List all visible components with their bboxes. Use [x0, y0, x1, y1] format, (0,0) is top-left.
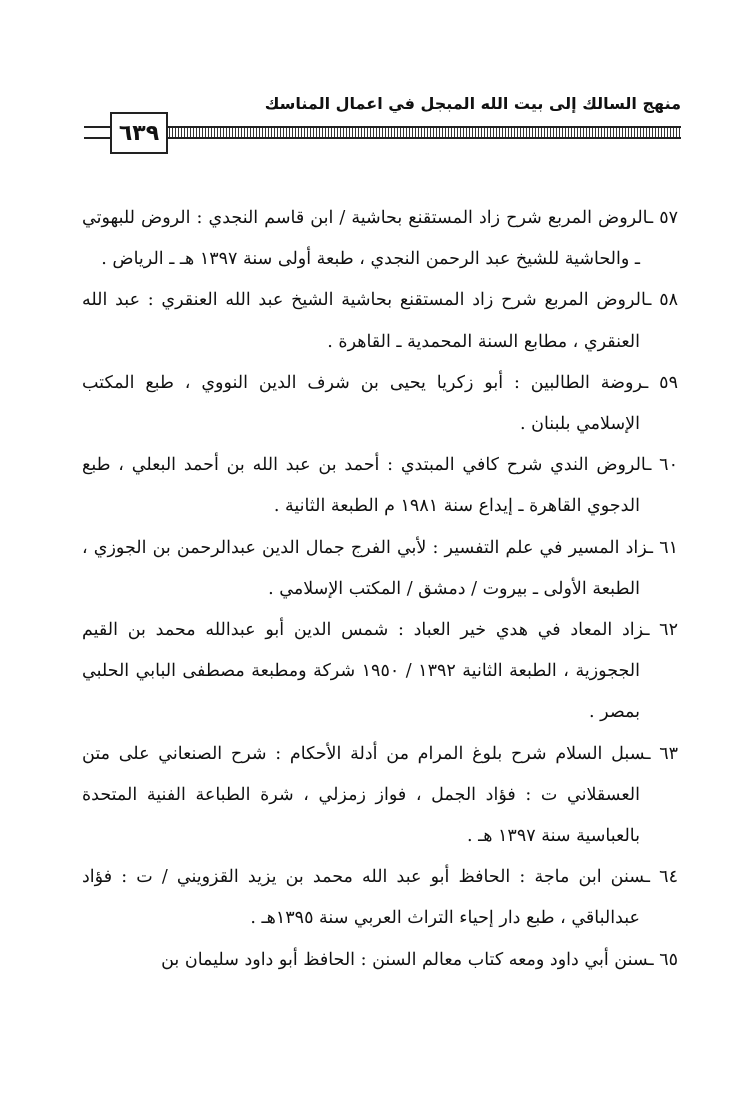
entry-number: ٥٨ ـ — [646, 290, 678, 311]
page-number: ٦٣٩ — [110, 112, 168, 154]
entry-text: سنن أبي داود ومعه كتاب معالم السنن : الحافظ أبو داود سليمان بن — [161, 949, 649, 970]
bibliography-entry — [82, 280, 678, 362]
entry-text: زاد المعاد في هدي خير العباد : شمس الدين أبو عبدالله محمد بن القيم الججوزية ، الطبعة الثانية ١٣٩٢ / ١٩٥٠ شركة ومطبعة مصطفى البابي الحلبي بمصر . — [82, 620, 645, 723]
bibliography-entry — [82, 857, 678, 939]
entry-text: الروض المربع شرح زاد المستقنع بحاشية الشيخ عبد الله العنقري : عبد الله العنقري ، مطابع السنة المحمدية ـ القاهرة . — [82, 290, 647, 352]
entry-number: ٥٩ ـ — [643, 372, 678, 393]
bibliography-entry — [82, 363, 678, 445]
entry-number: ٦٤ ـ — [644, 867, 678, 888]
entry-number: ٦٥ ـ — [648, 949, 678, 970]
entry-number: ٥٧ ـ — [647, 208, 678, 228]
bibliography-entry — [82, 198, 678, 280]
bibliography-entry — [82, 610, 678, 734]
entry-number: ٦١ ـ — [647, 537, 678, 558]
entry-number: ٦٢ ـ — [644, 620, 678, 641]
entry-text: سبل السلام شرح بلوغ المرام من أدلة الأحكام : شرح الصنعاني على متن العسقلاني ت : فؤاد الجمل ، فواز زمزلي ، شرة الطباعة الفنية المتحدة بالعباسية سنة ١٣٩٧ هـ . — [82, 743, 646, 847]
entry-number: ٦٣ ـ — [645, 743, 678, 764]
bibliography-entry — [82, 940, 678, 981]
entry-text: روضة الطالبين : أبو زكريا يحيى بن شرف الدين النووي ، طبع المكتب الإسلامي بلبنان . — [82, 372, 644, 435]
bibliography-entry — [82, 528, 678, 610]
bibliography-list — [82, 198, 678, 981]
entry-text: سنن ابن ماجة : الحافظ أبو عبد الله محمد بن يزيد القزويني / ت : فؤاد عبدالباقي ، طبع دار إحياء التراث العربي سنة ١٣٩٥هـ . — [82, 867, 645, 929]
entry-text: الروض المربع شرح زاد المستقنع بحاشية / ابن قاسم النجدي : الروض للبهوتي ـ والحاشية للشيخ عبد الرحمن النجدي ، طبعة أولى سنة ١٣٩٧ هـ ـ الرياض . — [82, 208, 648, 270]
entry-number: ٦٠ ـ — [646, 455, 678, 476]
bibliography-entry — [82, 734, 678, 858]
running-header-title: منهج السالك إلى بيت الله المبجل في اعمال المناسك — [264, 94, 681, 113]
header-rule-left — [84, 126, 110, 139]
bibliography-entry — [82, 445, 678, 527]
header-rule — [166, 126, 681, 139]
entry-text: زاد المسير في علم التفسير : لأبي الفرج جمال الدين عبدالرحمن بن الجوزي ، الطبعة الأولى ـ بيروت / دمشق / المكتب الإسلامي . — [82, 537, 648, 599]
entry-text: الروض الندي شرح كافي المبتدي : أحمد بن عبد الله بن أحمد البعلي ، طبع الدجوي القاهرة ـ إيداع سنة ١٩٨١ م الطبعة الثانية . — [82, 455, 647, 517]
